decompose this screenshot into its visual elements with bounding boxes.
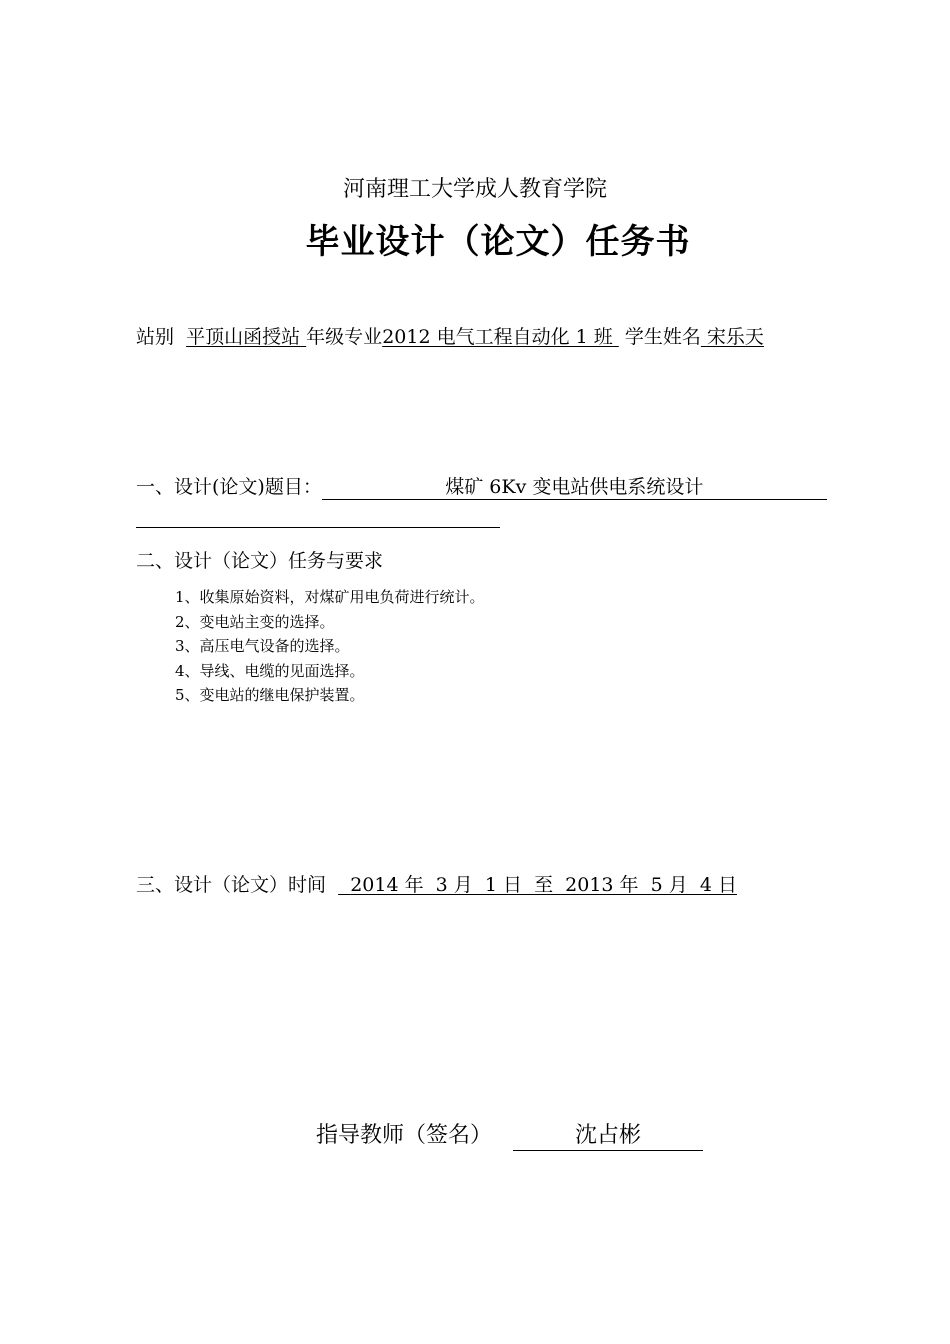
student-info-line bbox=[136, 322, 764, 349]
topic-continuation-rule bbox=[136, 527, 500, 528]
document-title: 毕业设计（论文）任务书 bbox=[305, 222, 691, 262]
grade-major-label: 年级专业 bbox=[306, 326, 383, 348]
station-label: 站别 bbox=[136, 326, 175, 348]
student-name-value: 宋乐天 bbox=[706, 326, 764, 348]
task-item: 3、高压电气设备的选择。 bbox=[175, 637, 350, 655]
task-item: 4、导线、电缆的见面选择。 bbox=[175, 661, 365, 680]
time-label: 三、设计（论文）时间 bbox=[136, 874, 327, 896]
topic-label: 一、设计(论文)题目： bbox=[136, 476, 322, 498]
station-value: 平顶山函授站 bbox=[186, 326, 301, 348]
task-item: 1、收集原始资料，对煤矿用电负荷进行统计。 bbox=[175, 588, 485, 606]
task-list bbox=[175, 585, 485, 708]
task-item: 5、变电站的继电保护装置。 bbox=[175, 686, 365, 704]
task-item: 2、变电站主变的选择。 bbox=[175, 612, 335, 631]
time-value: 2014 年 3 月 1 日 至 2013 年 5 月 4 日 bbox=[350, 874, 737, 896]
topic-value: 煤矿 6Kv 变电站供电系统设计 bbox=[322, 475, 827, 500]
institution-name: 河南理工大学成人教育学院 bbox=[342, 177, 607, 202]
advisor-signature-line bbox=[316, 1118, 703, 1151]
tasks-heading: 二、设计（论文）任务与要求 bbox=[136, 550, 384, 572]
student-name-label: 学生姓名 bbox=[624, 326, 701, 348]
topic-line bbox=[136, 472, 827, 500]
grade-major-value: 2012 电气工程自动化 1 班 bbox=[382, 326, 613, 348]
advisor-label: 指导教师（签名） bbox=[316, 1123, 493, 1148]
time-line bbox=[136, 870, 737, 897]
advisor-signature: 沈占彬 bbox=[513, 1122, 703, 1151]
